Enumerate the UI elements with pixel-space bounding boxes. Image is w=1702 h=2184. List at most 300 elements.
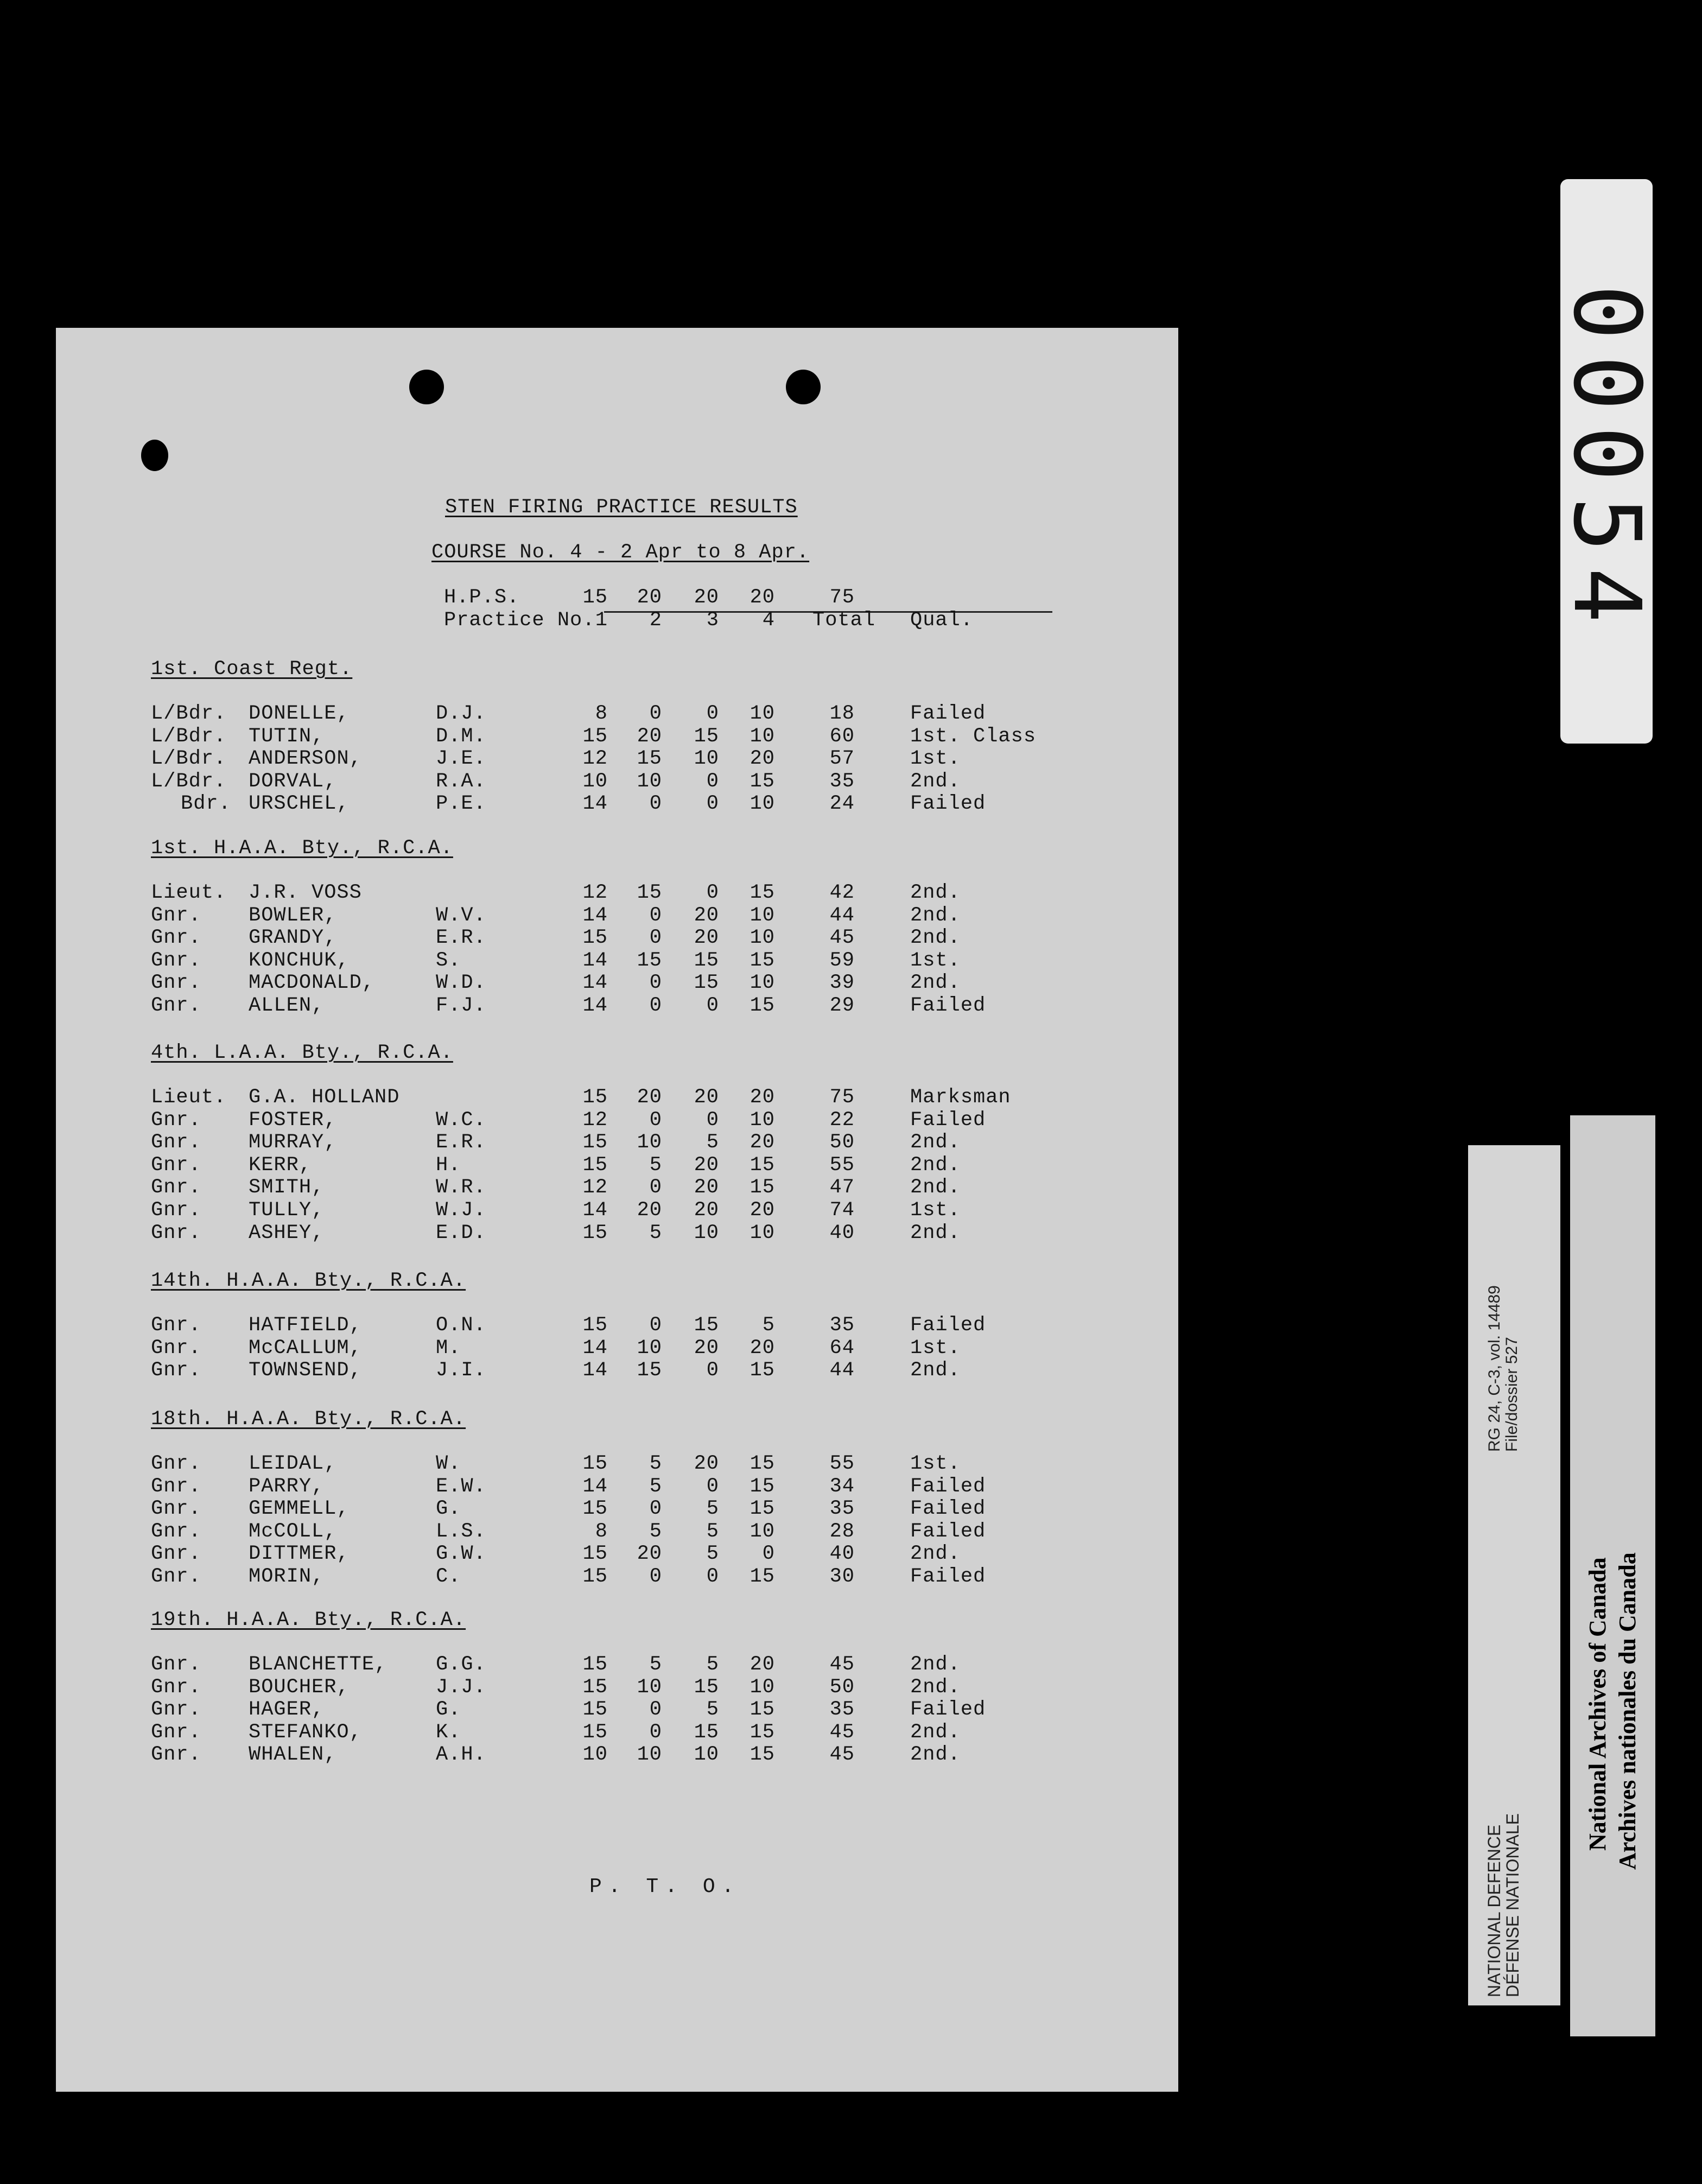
score-cell: 14 [582, 1199, 608, 1222]
rank-cell: Gnr. [151, 1497, 201, 1521]
name-cell: SMITH, [249, 1176, 325, 1199]
score-cell: 15 [750, 1176, 775, 1199]
document-page [56, 328, 1178, 2092]
name-cell: McCALLUM, [249, 1336, 362, 1360]
score-cell: 0 [649, 1497, 662, 1521]
score-cell: 8 [595, 1520, 608, 1543]
name-cell: DORVAL, [249, 770, 337, 793]
archive-label-card [1468, 1145, 1560, 2005]
archives-name-en: National Archives of Canada [1584, 1557, 1611, 1851]
score-cell: 10 [750, 702, 775, 725]
practice-label: Practice No. [444, 609, 595, 632]
rank-cell: Gnr. [151, 1108, 201, 1132]
score-cell: 15 [582, 1131, 608, 1154]
total-cell: 34 [829, 1475, 855, 1498]
score-cell: 20 [637, 1086, 662, 1109]
initials-cell: D.J. [436, 702, 486, 725]
score-cell: 10 [750, 1221, 775, 1245]
name-cell: WHALEN, [249, 1743, 337, 1767]
score-cell: 15 [582, 1497, 608, 1521]
name-cell: FOSTER, [249, 1108, 337, 1132]
qualification-cell: 2nd. [910, 1675, 961, 1699]
name-cell: GEMMELL, [249, 1497, 350, 1521]
punch-hole [409, 370, 444, 404]
rank-cell: Gnr. [151, 926, 201, 950]
score-cell: 15 [582, 1086, 608, 1109]
qualification-cell: Failed [910, 1314, 986, 1337]
score-cell: 20 [750, 1336, 775, 1360]
score-cell: 5 [649, 1520, 662, 1543]
score-cell: 10 [637, 1675, 662, 1699]
name-cell: DITTMER, [249, 1542, 350, 1566]
unit-heading: 19th. H.A.A. Bty., R.C.A. [151, 1609, 466, 1631]
score-cell: 10 [750, 926, 775, 950]
total-cell: 35 [829, 770, 855, 793]
score-cell: 14 [582, 994, 608, 1017]
score-cell: 5 [706, 1698, 719, 1722]
rank-cell: Gnr. [151, 1359, 201, 1382]
hps-value: 20 [637, 586, 662, 609]
total-cell: 45 [829, 1743, 855, 1767]
qualification-cell: 1st. [910, 949, 961, 972]
initials-cell: A.H. [436, 1743, 486, 1767]
initials-cell: E.R. [436, 1131, 486, 1154]
initials-cell: G.W. [436, 1542, 486, 1566]
name-cell: HATFIELD, [249, 1314, 362, 1337]
score-cell: 10 [750, 792, 775, 816]
page-footer: P. T. O. [589, 1875, 741, 1899]
qualification-cell: Failed [910, 792, 986, 816]
score-cell: 0 [649, 972, 662, 995]
total-cell: 29 [829, 994, 855, 1017]
archives-name-fr: Archives nationales du Canada [1614, 1552, 1641, 1870]
score-cell: 15 [750, 1475, 775, 1498]
rank-cell: L/Bdr. [151, 747, 227, 771]
qualification-cell: 2nd. [910, 904, 961, 927]
score-cell: 15 [750, 1452, 775, 1475]
score-cell: 14 [582, 1475, 608, 1498]
initials-cell: E.W. [436, 1475, 486, 1498]
score-cell: 20 [637, 1542, 662, 1566]
score-cell: 5 [762, 1314, 775, 1337]
qualification-cell: Failed [910, 1698, 986, 1722]
name-cell: BOWLER, [249, 904, 337, 927]
score-cell: 15 [750, 949, 775, 972]
rank-cell: L/Bdr. [151, 725, 227, 748]
score-cell: 10 [637, 1743, 662, 1767]
rank-cell: Gnr. [151, 949, 201, 972]
score-cell: 10 [750, 1108, 775, 1132]
rank-cell: Gnr. [151, 1565, 201, 1588]
total-cell: 55 [829, 1153, 855, 1177]
rank-cell: Gnr. [151, 994, 201, 1017]
rank-cell: Bdr. [181, 792, 231, 816]
score-cell: 0 [649, 1176, 662, 1199]
score-cell: 15 [637, 949, 662, 972]
name-cell: McCOLL, [249, 1520, 337, 1543]
qualification-cell: 2nd. [910, 881, 961, 904]
qualification-cell: 2nd. [910, 1653, 961, 1676]
rank-cell: Gnr. [151, 1221, 201, 1245]
rank-cell: Gnr. [151, 904, 201, 927]
score-cell: 0 [649, 1698, 662, 1722]
name-cell: MORIN, [249, 1565, 325, 1588]
score-cell: 0 [649, 792, 662, 816]
score-cell: 20 [750, 1086, 775, 1109]
score-cell: 0 [649, 1314, 662, 1337]
score-cell: 14 [582, 792, 608, 816]
initials-cell: J.J. [436, 1675, 486, 1699]
qualification-cell: Failed [910, 1475, 986, 1498]
qualification-cell: Failed [910, 1565, 986, 1588]
initials-cell: W.R. [436, 1176, 486, 1199]
score-cell: 15 [750, 1565, 775, 1588]
score-cell: 15 [694, 725, 719, 748]
total-cell: 35 [829, 1698, 855, 1722]
score-cell: 20 [694, 1086, 719, 1109]
score-cell: 15 [582, 1653, 608, 1676]
rank-cell: Gnr. [151, 1653, 201, 1676]
score-cell: 0 [706, 1565, 719, 1588]
rank-cell: Gnr. [151, 1131, 201, 1154]
score-cell: 10 [750, 725, 775, 748]
archives-canada-card [1570, 1115, 1655, 2036]
score-cell: 15 [582, 1565, 608, 1588]
score-cell: 0 [649, 994, 662, 1017]
score-cell: 15 [750, 994, 775, 1017]
total-cell: 64 [829, 1336, 855, 1360]
score-cell: 0 [706, 702, 719, 725]
name-cell: J.R. VOSS [249, 881, 362, 904]
qualification-cell: 2nd. [910, 1153, 961, 1177]
ministry-line2: DÉFENSE NATIONALE [1503, 1813, 1522, 1997]
score-cell: 15 [750, 1698, 775, 1722]
rank-cell: Gnr. [151, 1199, 201, 1222]
total-cell: 40 [829, 1542, 855, 1566]
course-line: COURSE No. 4 - 2 Apr to 8 Apr. [431, 541, 810, 564]
total-cell: 44 [829, 904, 855, 927]
score-cell: 5 [706, 1131, 719, 1154]
rank-cell: Gnr. [151, 1675, 201, 1699]
score-cell: 20 [694, 1153, 719, 1177]
initials-cell: W.V. [436, 904, 486, 927]
unit-heading: 18th. H.A.A. Bty., R.C.A. [151, 1408, 466, 1431]
total-cell: 55 [829, 1452, 855, 1475]
score-cell: 15 [582, 1314, 608, 1337]
ministry-line1: NATIONAL DEFENCE [1484, 1824, 1504, 1997]
score-cell: 10 [582, 1743, 608, 1767]
score-cell: 0 [706, 881, 719, 904]
score-cell: 15 [582, 1542, 608, 1566]
score-cell: 12 [582, 747, 608, 771]
score-cell: 10 [637, 770, 662, 793]
qualification-cell: Marksman [910, 1086, 1011, 1109]
score-cell: 15 [637, 881, 662, 904]
archive-reference-line2: File/dossier 527 [1503, 1337, 1521, 1452]
score-cell: 20 [694, 1336, 719, 1360]
score-cell: 12 [582, 1176, 608, 1199]
initials-cell: G. [436, 1497, 461, 1521]
score-cell: 10 [750, 1520, 775, 1543]
name-cell: BOUCHER, [249, 1675, 350, 1699]
score-cell: 10 [694, 1221, 719, 1245]
initials-cell: L.S. [436, 1520, 486, 1543]
initials-cell: O.N. [436, 1314, 486, 1337]
score-cell: 0 [649, 1720, 662, 1744]
score-cell: 14 [582, 972, 608, 995]
score-cell: 15 [750, 1359, 775, 1382]
total-cell: 59 [829, 949, 855, 972]
rank-cell: Lieut. [151, 881, 227, 904]
score-cell: 10 [637, 1336, 662, 1360]
score-cell: 14 [582, 904, 608, 927]
name-cell: DONELLE, [249, 702, 350, 725]
initials-cell: D.M. [436, 725, 486, 748]
score-cell: 0 [649, 926, 662, 950]
score-cell: 15 [750, 1720, 775, 1744]
name-cell: KONCHUK, [249, 949, 350, 972]
score-cell: 5 [706, 1542, 719, 1566]
column-header-label: 2 [649, 609, 662, 632]
name-cell: ASHEY, [249, 1221, 325, 1245]
unit-heading: 14th. H.A.A. Bty., R.C.A. [151, 1269, 466, 1292]
initials-cell: C. [436, 1565, 461, 1588]
punch-hole [786, 370, 821, 404]
name-cell: STEFANKO, [249, 1720, 362, 1744]
initials-cell: W.J. [436, 1199, 486, 1222]
initials-cell: P.E. [436, 792, 486, 816]
name-cell: BLANCHETTE, [249, 1653, 388, 1676]
unit-heading: 4th. L.A.A. Bty., R.C.A. [151, 1042, 453, 1064]
total-cell: 74 [829, 1199, 855, 1222]
hps-value: 75 [829, 586, 855, 609]
name-cell: ANDERSON, [249, 747, 362, 771]
qualification-cell: 2nd. [910, 1221, 961, 1245]
score-cell: 15 [582, 1720, 608, 1744]
score-cell: 20 [637, 1199, 662, 1222]
score-cell: 0 [706, 994, 719, 1017]
total-cell: 57 [829, 747, 855, 771]
rank-cell: Gnr. [151, 1743, 201, 1767]
rank-cell: L/Bdr. [151, 770, 227, 793]
score-cell: 12 [582, 1108, 608, 1132]
score-cell: 5 [706, 1497, 719, 1521]
score-cell: 12 [582, 881, 608, 904]
initials-cell: S. [436, 949, 461, 972]
total-cell: 60 [829, 725, 855, 748]
name-cell: GRANDY, [249, 926, 337, 950]
name-cell: TULLY, [249, 1199, 325, 1222]
rank-cell: Gnr. [151, 1336, 201, 1360]
initials-cell: M. [436, 1336, 461, 1360]
score-cell: 10 [750, 1675, 775, 1699]
score-cell: 15 [750, 1153, 775, 1177]
rank-cell: Gnr. [151, 1542, 201, 1566]
hps-label: H.P.S. [444, 586, 520, 609]
score-cell: 15 [750, 1743, 775, 1767]
initials-cell: E.R. [436, 926, 486, 950]
column-header-label: Total [812, 609, 876, 632]
column-header-label: 3 [706, 609, 719, 632]
total-cell: 45 [829, 926, 855, 950]
qualification-cell: Failed [910, 702, 986, 725]
score-cell: 15 [694, 1675, 719, 1699]
hps-value: 20 [750, 586, 775, 609]
score-cell: 14 [582, 1336, 608, 1360]
total-cell: 75 [829, 1086, 855, 1109]
score-cell: 10 [694, 1743, 719, 1767]
score-cell: 15 [694, 1720, 719, 1744]
score-cell: 5 [649, 1452, 662, 1475]
initials-cell: K. [436, 1720, 461, 1744]
name-cell: G.A. HOLLAND [249, 1086, 400, 1109]
score-cell: 20 [750, 1131, 775, 1154]
rank-cell: Gnr. [151, 972, 201, 995]
score-cell: 15 [582, 1221, 608, 1245]
score-cell: 10 [750, 904, 775, 927]
qualification-cell: 2nd. [910, 1176, 961, 1199]
rank-cell: Gnr. [151, 1520, 201, 1543]
qualification-cell: 1st. [910, 747, 961, 771]
initials-cell: J.E. [436, 747, 486, 771]
qualification-cell: 1st. [910, 1336, 961, 1360]
total-cell: 40 [829, 1221, 855, 1245]
score-cell: 0 [649, 702, 662, 725]
score-cell: 15 [637, 747, 662, 771]
rank-cell: Gnr. [151, 1314, 201, 1337]
score-cell: 14 [582, 1359, 608, 1382]
qualification-cell: Failed [910, 1520, 986, 1543]
name-cell: HAGER, [249, 1698, 325, 1722]
score-cell: 0 [706, 770, 719, 793]
score-cell: 15 [582, 1698, 608, 1722]
score-cell: 15 [750, 881, 775, 904]
initials-cell: W.D. [436, 972, 486, 995]
frame-number: 00054 [1553, 284, 1660, 638]
initials-cell: F.J. [436, 994, 486, 1017]
score-cell: 15 [582, 926, 608, 950]
total-cell: 30 [829, 1565, 855, 1588]
score-cell: 0 [706, 792, 719, 816]
total-cell: 45 [829, 1720, 855, 1744]
archive-reference-line1: RG 24, C-3, vol. 14489 [1485, 1285, 1503, 1452]
score-cell: 5 [649, 1153, 662, 1177]
initials-cell: H. [436, 1153, 461, 1177]
rank-cell: Gnr. [151, 1698, 201, 1722]
initials-cell: G.G. [436, 1653, 486, 1676]
score-cell: 5 [706, 1520, 719, 1543]
score-cell: 10 [582, 770, 608, 793]
score-cell: 20 [750, 747, 775, 771]
rank-cell: Lieut. [151, 1086, 227, 1109]
score-cell: 20 [694, 904, 719, 927]
column-header-label: 1 [595, 609, 608, 632]
initials-cell: J.I. [436, 1359, 486, 1382]
name-cell: TOWNSEND, [249, 1359, 362, 1382]
score-cell: 15 [582, 1153, 608, 1177]
rank-cell: Gnr. [151, 1720, 201, 1744]
document-title: STEN FIRING PRACTICE RESULTS [445, 496, 798, 519]
score-cell: 20 [750, 1199, 775, 1222]
score-cell: 14 [582, 949, 608, 972]
score-cell: 5 [706, 1653, 719, 1676]
total-cell: 42 [829, 881, 855, 904]
name-cell: ALLEN, [249, 994, 325, 1017]
name-cell: URSCHEL, [249, 792, 350, 816]
score-cell: 0 [706, 1475, 719, 1498]
rank-cell: L/Bdr. [151, 702, 227, 725]
qualification-cell: 2nd. [910, 972, 961, 995]
score-cell: 8 [595, 702, 608, 725]
total-cell: 22 [829, 1108, 855, 1132]
hps-value: 15 [582, 586, 608, 609]
initials-cell: W. [436, 1452, 461, 1475]
initials-cell: G. [436, 1698, 461, 1722]
score-cell: 10 [694, 747, 719, 771]
rank-cell: Gnr. [151, 1153, 201, 1177]
total-cell: 18 [829, 702, 855, 725]
score-cell: 15 [582, 1452, 608, 1475]
score-cell: 0 [762, 1542, 775, 1566]
score-cell: 0 [649, 1565, 662, 1588]
score-cell: 20 [694, 1199, 719, 1222]
score-cell: 15 [582, 725, 608, 748]
score-cell: 15 [694, 949, 719, 972]
initials-cell: W.C. [436, 1108, 486, 1132]
qualification-cell: Failed [910, 1108, 986, 1132]
score-cell: 20 [694, 926, 719, 950]
score-cell: 15 [694, 972, 719, 995]
total-cell: 50 [829, 1131, 855, 1154]
total-cell: 35 [829, 1314, 855, 1337]
score-cell: 0 [706, 1108, 719, 1132]
name-cell: LEIDAL, [249, 1452, 337, 1475]
qualification-cell: 1st. [910, 1199, 961, 1222]
initials-cell: E.D. [436, 1221, 486, 1245]
qualification-cell: 2nd. [910, 926, 961, 950]
score-cell: 5 [649, 1221, 662, 1245]
qualification-cell: 1st. Class [910, 725, 1037, 748]
score-cell: 20 [637, 725, 662, 748]
score-cell: 20 [694, 1176, 719, 1199]
total-cell: 50 [829, 1675, 855, 1699]
total-cell: 39 [829, 972, 855, 995]
unit-heading: 1st. Coast Regt. [151, 658, 353, 681]
total-cell: 35 [829, 1497, 855, 1521]
rank-cell: Gnr. [151, 1475, 201, 1498]
total-cell: 45 [829, 1653, 855, 1676]
punch-hole [141, 440, 168, 471]
qualification-cell: Failed [910, 994, 986, 1017]
qualification-cell: 2nd. [910, 1542, 961, 1566]
score-cell: 0 [706, 1359, 719, 1382]
column-header-label: Qual. [910, 609, 974, 632]
score-cell: 20 [750, 1653, 775, 1676]
name-cell: MACDONALD, [249, 972, 375, 995]
total-cell: 24 [829, 792, 855, 816]
rank-cell: Gnr. [151, 1452, 201, 1475]
frame-number-strip [1553, 179, 1660, 744]
score-cell: 0 [649, 1108, 662, 1132]
score-cell: 0 [649, 904, 662, 927]
name-cell: PARRY, [249, 1475, 325, 1498]
score-cell: 15 [637, 1359, 662, 1382]
score-cell: 15 [750, 770, 775, 793]
name-cell: TUTIN, [249, 725, 325, 748]
qualification-cell: 2nd. [910, 770, 961, 793]
qualification-cell: Failed [910, 1497, 986, 1521]
qualification-cell: 2nd. [910, 1743, 961, 1767]
